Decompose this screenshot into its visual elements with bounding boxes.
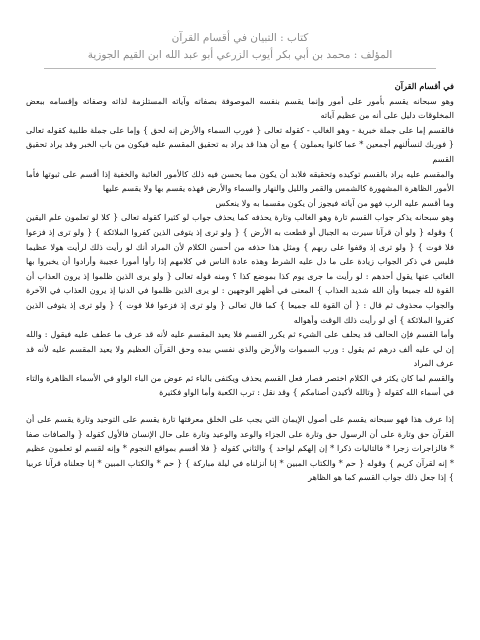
paragraph: والقسم لما كان يكثر في الكلام اختصر فصار فعل القسم يحذف ويكتفى بالباء ثم عوض من الباء الواو في الأسماء الظاهرة والتاء في أسماء الله كقوله { وتالله لأكيدن أصنامكم } وقد نقل : ترب الكعبة وأما الواو فكثيرة [26, 372, 454, 398]
document-page [26, 30, 454, 622]
document-header [26, 30, 454, 64]
paragraph: وهو سبحانه يقسم بأمور على أمور وإنما يقسم بنفسه الموصوفة بصفاته وآياته المستلزمة لذاته وصفاته وإقسامه ببعض المخلوقات دليل على أنه من عظيم آياته [26, 95, 454, 121]
paragraph: فالقسم إما على جملة خبرية - وهو الغالب - كقوله تعالى { فورب السماء والأرض إنه لحق } وإما على جملة طلبية كقوله تعالى { فوربك لنسألنهم أجمعين * عما كانوا يعملون } مع أن هذا قد يراد به تحقيق المقسم عليه فيكون من باب الخبر وقد يراد تحقيق القسم [26, 124, 454, 164]
paragraph: وهو سبحانه يذكر جواب القسم تارة وهو الغالب وتارة يحذفه كما يحذف جواب لو كثيرا كقوله تعالى { كلا لو تعلمون علم اليقين } وقوله { ولو أن قرآنا سيرت به الجبال أو قطعت به الأرض } { ولو ترى إذ يتوفى الذين كفروا الملائكة } { ولو ترى إذ فزعوا فلا فوت } { ولو ترى إذ وقفوا على ربهم } ومثل هذا حذفه من أحسن الكلام لأن المراد أنك لو رأيت ذلك لرأيت هولا عظيما فليس في ذكر الجواب زيادة على ما دل عليه الشرط وهذه عادة الناس في كلامهم إذا رأوا أمورا عجيبة وأرادوا أن يخبروا بها الغائب عنها يقول أحدهم : لو رأيت ما جرى يوم كذا بموضع كذا ؟ ومنه قوله تعالى { ولو يرى الذين ظلموا إذ يرون العذاب أن القوة لله جميعا وأن الله شديد العذاب } المعنى في أظهر الوجهين : لو يرى الذين ظلموا في الدنيا إذ يرون العذاب في الآخرة والجواب محذوف ثم قال : { أن القوة لله جميعا } كما قال تعالى { ولو ترى إذ فزعوا فلا فوت } { ولو ترى إذ يتوفى الذين كفروا الملائكة } أي لو رأيت ذلك الوقت وأهواله [26, 212, 454, 325]
paragraph: وأما القسم فإن الحالف قد يحلف على الشيء ثم يكرر القسم فلا يعيد المقسم عليه لأنه قد عرف ما عطف عليه فيقول : والله إن لي عليه ألف درهم ثم يقول : ورب السموات والأرض والذي نفسي بيده وحق القرآن العظيم ولا يعيد المقسم عليه لأنه قد عرف المراد [26, 329, 454, 369]
author-line: المؤلف : محمد بن أبي بكر أيوب الزرعي أبو عبد الله ابن القيم الجوزية [87, 49, 393, 61]
document-body [26, 79, 454, 485]
header-divider [44, 68, 436, 69]
paragraph: إذا عرف هذا فهو سبحانه يقسم على أصول الإيمان التي يجب على الخلق معرفتها تارة يقسم على التوحيد وتارة يقسم على أن القرآن حق وتارة على أن الرسول حق وتارة على الجزاء والوعد والوعيد وتارة على حال الإنسان فالأول كقوله { والصافات صفا * فالزاجرات زجرا * فالتاليات ذكرا * إن إلهكم لواحد } والثاني كقوله { فلا أقسم بمواقع النجوم * وإنه لقسم لو تعلمون عظيم * إنه لقرآن كريم } وقوله { حم * والكتاب المبين * إنا أنزلناه في ليلة مباركة } { حم * والكتاب المبين * إنا جعلناه قرآنا عربيا } إذا جعل ذلك جواب القسم كما هو الظاهر [26, 414, 454, 483]
section-heading: في أقسام القرآن [394, 81, 454, 91]
book-title: كتاب : التبيان في أقسام القرآن [171, 32, 309, 44]
paragraph: وما أقسم عليه الرب فهو من آياته فيجوز أن يكون مقسما به ولا ينعكس [215, 197, 454, 208]
paragraph: والمقسم عليه يراد بالقسم توكيده وتحقيقه فلابد أن يكون مما يحسن فيه ذلك كالأمور الغائبة والخفية إذا أقسم على ثبوتها فأما الأمور الظاهرة المشهورة كالشمس والقمر والليل والنهار والسماء والأرض فهذه يقسم بها ولا يقسم عليها [26, 168, 454, 194]
